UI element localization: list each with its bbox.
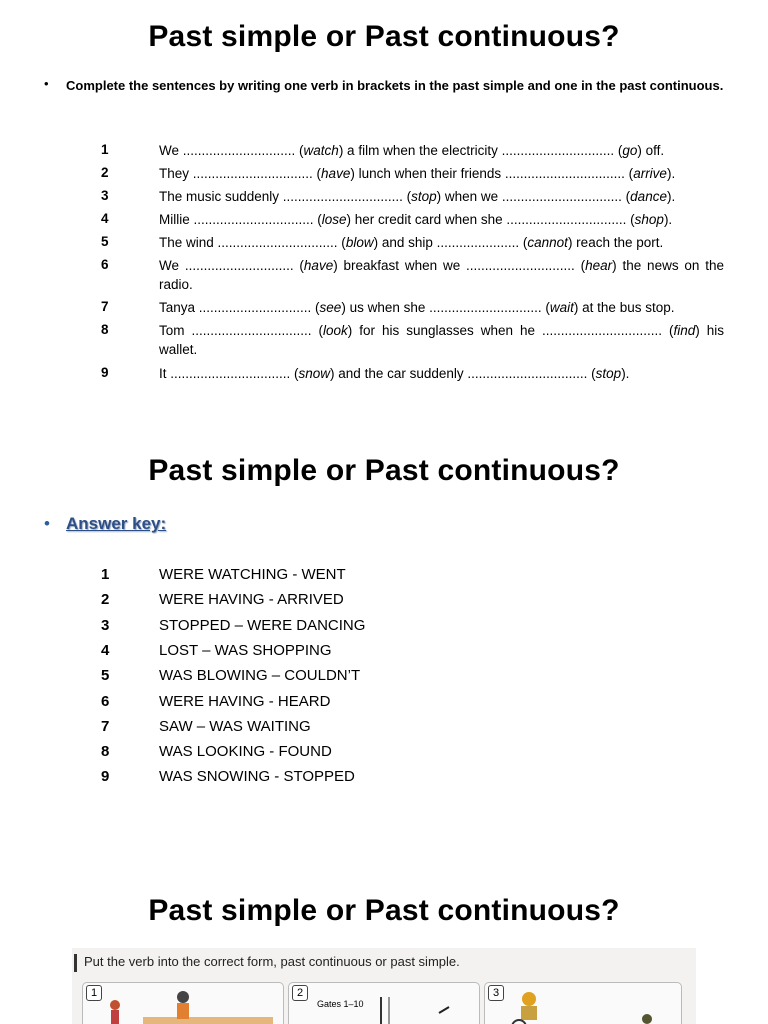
picture-panel-3 xyxy=(484,982,682,1024)
answer-text: SAW – WAS WAITING xyxy=(159,717,311,735)
answer-text: WERE WATCHING - WENT xyxy=(159,566,346,583)
cyclist-illustration-icon xyxy=(485,983,681,1024)
answer-text: WAS LOOKING - FOUND xyxy=(159,743,332,761)
answer-text: LOST – WAS SHOPPING xyxy=(159,641,332,659)
answer-number: 2 xyxy=(101,591,110,609)
item-number: 8 xyxy=(101,322,109,337)
item-number: 5 xyxy=(101,234,109,249)
item-number: 4 xyxy=(101,211,109,226)
answer-number: 9 xyxy=(101,768,110,786)
answer-number: 8 xyxy=(101,743,110,761)
exercise-sentence: It ................................ (snow) and the car suddenly ................................ (stop). xyxy=(159,366,630,381)
exercise-sentence: Tom ................................ (look) for his sunglasses when he ................................ (find) his wallet. xyxy=(159,323,724,357)
exercise-sentence: The wind ................................ (blow) and ship ...................... (cannot) reach the port. xyxy=(159,235,664,250)
item-number: 9 xyxy=(101,365,109,380)
answer-number: 4 xyxy=(101,641,110,659)
item-number: 6 xyxy=(101,257,109,272)
gates-sign: Gates 1–10 xyxy=(317,999,364,1009)
answer-number: 3 xyxy=(101,616,110,634)
exercise-sentence: Tanya .............................. (see) us when she .............................. (wait) at the bus stop. xyxy=(159,300,675,315)
answer-text: WAS SNOWING - STOPPED xyxy=(159,768,355,786)
exercise-sentence: They ................................ (have) lunch when their friends ................................ (arrive). xyxy=(159,166,676,181)
exercise-sentence: We .............................. (watch) a film when the electricity .............................. (go) off. xyxy=(159,143,665,158)
item-number: 1 xyxy=(101,142,109,157)
panel-number: 3 xyxy=(488,985,504,1001)
panel-number: 1 xyxy=(86,985,102,1001)
exercise-sentence: Millie ................................ (lose) her credit card when she ................................ (shop). xyxy=(159,212,673,227)
answer-text: STOPPED – WERE DANCING xyxy=(159,616,366,634)
section1-title: Past simple or Past continuous? xyxy=(148,20,620,53)
bullet-icon: • xyxy=(44,76,49,91)
picture-panel-2 xyxy=(288,982,480,1024)
item-number: 7 xyxy=(101,299,109,314)
exercise-instruction: Complete the sentences by writing one verb in brackets in the past simple and one in the past continuous. xyxy=(66,78,724,93)
answer-number: 5 xyxy=(101,667,110,685)
answer-text: WAS BLOWING – COULDN’T xyxy=(159,667,361,685)
section3-title: Past simple or Past continuous? xyxy=(148,894,620,927)
textbook-photo xyxy=(72,948,696,1024)
picture-panel-1 xyxy=(82,982,284,1024)
bullet-icon: • xyxy=(44,514,50,533)
answer-number: 7 xyxy=(101,717,110,735)
marker-bar xyxy=(74,954,77,972)
answer-text: WERE HAVING - HEARD xyxy=(159,692,331,710)
section2-title: Past simple or Past continuous? xyxy=(148,454,620,487)
people-illustration-icon xyxy=(83,983,283,1024)
panel-number: 2 xyxy=(292,985,308,1001)
answer-key-heading: Answer key: xyxy=(66,514,167,533)
photo-instruction: Put the verb into the correct form, past continuous or past simple. xyxy=(84,954,460,969)
airport-illustration-icon xyxy=(289,983,479,1024)
item-number: 2 xyxy=(101,165,109,180)
item-number: 3 xyxy=(101,188,109,203)
answer-number: 1 xyxy=(101,566,110,583)
answer-number: 6 xyxy=(101,692,110,710)
answer-text: WERE HAVING - ARRIVED xyxy=(159,591,344,609)
exercise-sentence: We ............................. (have) breakfast when we ............................. (hear) the news on the radio. xyxy=(159,258,724,292)
exercise-sentence: The music suddenly ................................ (stop) when we ................................ (dance). xyxy=(159,189,676,204)
